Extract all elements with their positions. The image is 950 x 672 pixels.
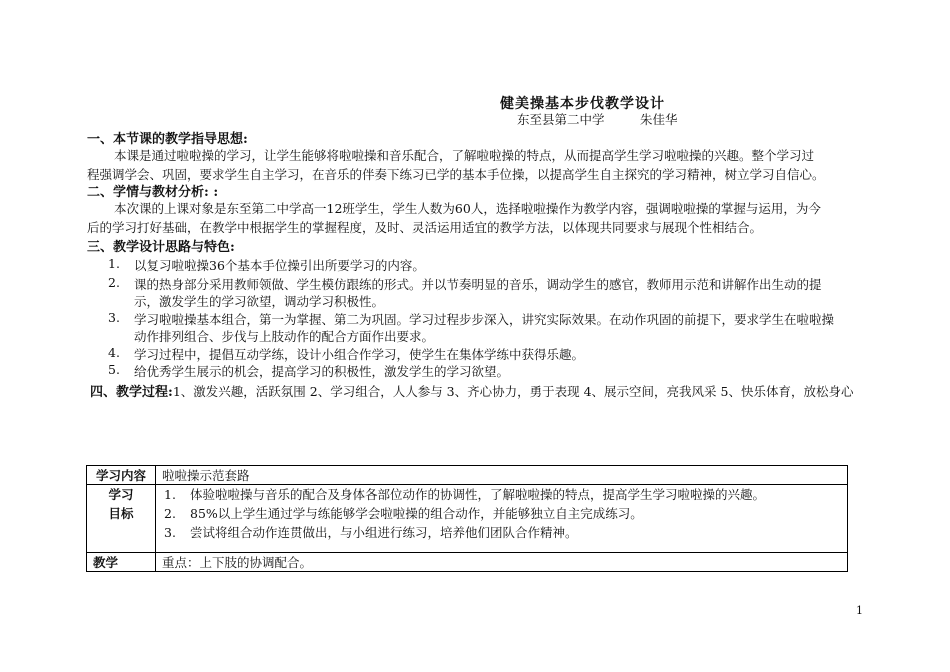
goal-text: 体验啦啦操与音乐的配合及身体各部位动作的协调性，了解啦啦操的特点，提高学生学习啦啦操的兴趣。 [190, 487, 766, 502]
list-item-text: 学习啦啦操基本组合，第一为掌握、第二为巩固。学习过程步步深入，讲究实际效果。在动作巩固的前提下，要求学生在啦啦操 [134, 312, 835, 327]
list-item [108, 256, 425, 275]
goal-item [162, 523, 841, 542]
goal-number: 3. [164, 525, 176, 540]
table-row [87, 485, 848, 553]
section3-heading: 三、教学设计思路与特色: [87, 240, 235, 255]
list-item-number: 2. [108, 275, 120, 290]
goal-text: 尝试将组合动作连贯做出，与小组进行练习，培养他们团队合作精神。 [190, 525, 578, 540]
list-item-text: 以复习啦啦操36个基本手位操引出所要学习的内容。 [134, 258, 425, 273]
section2-heading: 二、学情与教材分析: : [87, 185, 219, 200]
teaching-label: 教学 [87, 553, 156, 572]
learning-goals-label [87, 485, 156, 553]
list-item-continuation: 示，激发学生的学习欲望，调动学习积极性。 [134, 294, 385, 309]
table-row [87, 466, 848, 485]
goal-number: 1. [164, 487, 176, 502]
list-item [108, 362, 509, 381]
goal-text: 85%以上学生通过学与练能够学会啦啦操的组合动作，并能够独立自主完成练习。 [190, 506, 643, 521]
learning-content-value: 啦啦操示范套路 [156, 466, 848, 485]
learning-content-label: 学习内容 [87, 466, 156, 485]
learning-goals-label-line1: 学习 [108, 487, 134, 502]
page-number: 1 [856, 604, 863, 617]
author-name: 朱佳华 [640, 112, 678, 127]
goal-item [162, 504, 841, 523]
learning-goals-label-line2: 目标 [108, 506, 134, 521]
school-name: 东至县第二中学 [517, 112, 605, 127]
document-title: 健美操基本步伐教学设计 [500, 96, 665, 112]
lesson-table [86, 465, 848, 572]
list-item-number: 5. [108, 362, 120, 377]
section1-line1: 本课是通过啦啦操的学习，让学生能够将啦啦操和音乐配合，了解啦啦操的特点，从而提高学生学习啦啦操的兴趣。整个学习过 [114, 148, 815, 163]
list-item-text: 学习过程中，提倡互动学练，设计小组合作学习，使学生在集体学练中获得乐趣。 [134, 347, 585, 362]
section4-heading: 四、教学过程: [90, 385, 173, 400]
list-item-number: 4. [108, 345, 120, 360]
section2-line1: 本次课的上课对象是东至第二中学高一12班学生，学生人数为60人，选择啦啦操作为教学内容，强调啦啦操的掌握与运用，为今 [114, 201, 821, 216]
list-item-continuation: 动作排列组合、步伐与上肢动作的配合方面作出要求。 [134, 329, 435, 344]
list-item-number: 1. [108, 256, 120, 271]
list-item-text: 给优秀学生展示的机会，提高学习的积极性，激发学生的学习欲望。 [134, 364, 510, 379]
section1-heading: 一、本节课的教学指导思想: [87, 132, 248, 147]
section2-line2: 后的学习打好基础，在教学中根据学生的掌握程度，及时、灵活运用适宜的教学方法，以体现共同要求与展现个性相结合。 [87, 220, 763, 235]
table-row [87, 553, 848, 572]
learning-goals-list [156, 485, 848, 553]
teaching-focus-value: 重点：上下肢的协调配合。 [156, 553, 848, 572]
list-item-number: 3. [108, 310, 120, 325]
section1-line2: 程强调学会、巩固，要求学生自主学习，在音乐的伴奏下练习已学的基本手位操，以提高学生自主探究的学习精神，树立学习自信心。 [87, 167, 825, 182]
goal-number: 2. [164, 506, 176, 521]
section4 [90, 381, 853, 400]
section4-text: 1、激发兴趣，活跃氛围 2、学习组合，人人参与 3、齐心协力，勇于表现 4、展示空间，亮我风采 5、快乐体育，放松身心 [172, 384, 854, 399]
list-item-text: 课的热身部分采用教师领做、学生模仿跟练的形式。并以节奏明显的音乐，调动学生的感官，教师用示范和讲解作出生动的提 [134, 277, 822, 292]
goal-item [162, 485, 841, 504]
